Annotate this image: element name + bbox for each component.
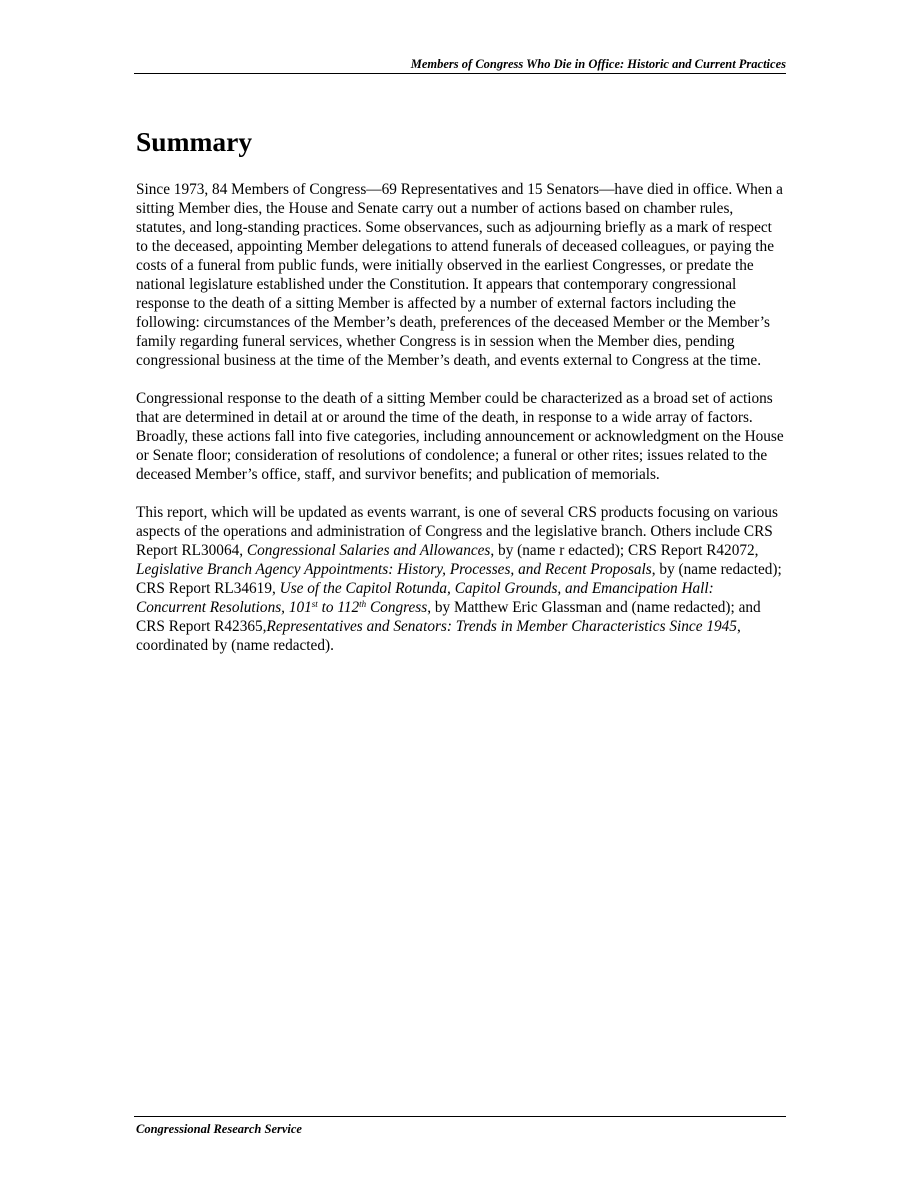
footer-divider [134, 1116, 786, 1117]
summary-paragraph-1: Since 1973, 84 Members of Congress—69 Representatives and 15 Senators—have died in office. When a sitting Member dies, the House and Senate carry out a number of actions based on chamber rules, statutes, and long-standing practices. Some observances, such as adjourning briefly as a mark of respect to the deceased, appointing Member delegations to attend funerals of deceased colleagues, or paying the costs of a funeral from public funds, were initially observed in the earliest Congresses, or predate the national legislature established under the Constitution. It appears that contemporary congressional response to the death of a sitting Member is affected by a number of external factors including the following: circumstances of the Member’s death, preferences of the deceased Member or the Member’s family regarding funeral services, whether Congress is in session when the Member dies, pending congressional business at the time of the Member’s death, and events external to Congress at the time. [136, 181, 783, 369]
header-divider [134, 73, 786, 74]
rotunda-title-part-b: to 112 [317, 599, 360, 616]
paragraph-3-intro: This report, which will be updated as events warrant, is one of several CRS products focusing on various aspects of the operations and administration of Congress and the legislative branch. Others include CRS Report RL30064, [136, 504, 778, 559]
report-title-salaries: Congressional Salaries and Allowances [246, 542, 491, 559]
paragraph-3-text-4: , coordinated by (name redacted). [136, 618, 741, 654]
footer-publisher: Congressional Research Service [136, 1122, 302, 1136]
section-title: Summary [136, 126, 253, 157]
rotunda-title-part-c: Congress [366, 599, 428, 616]
paragraph-3-text-1: , by (name r edacted); CRS Report R42072, [490, 542, 759, 559]
paragraph-3-text-2: , by (name redacted); CRS Report RL34619, [136, 561, 782, 597]
paragraph-3-text-3: , by Matthew Eric Glassman and (name redacted); and CRS Report R42365, [136, 599, 761, 635]
rotunda-title-part-a: Use of the Capitol Rotunda, Capitol Grounds, and Emancipation Hall: Concurrent Resolutions, 101 [136, 580, 714, 616]
summary-paragraph-3 [136, 503, 786, 655]
running-header: Members of Congress Who Die in Office: Historic and Current Practices [410, 57, 786, 71]
report-title-member-characteristics: Representatives and Senators: Trends in Member Characteristics Since 1945 [266, 618, 737, 635]
summary-section [136, 124, 786, 674]
ordinal-st: st [311, 599, 318, 609]
ordinal-th: th [359, 599, 367, 609]
report-title-appointments: Legislative Branch Agency Appointments: History, Processes, and Recent Proposals [136, 561, 652, 578]
summary-paragraph-2: Congressional response to the death of a sitting Member could be characterized as a broad set of actions that are determined in detail at or around the time of the death, in response to a wide array of factors. Broadly, these actions fall into five categories, including announcement or acknowledgment on the House or Senate floor; consideration of resolutions of condolence; a funeral or other rites; issues related to the deceased Member’s office, staff, and survivor benefits; and publication of memorials. [136, 390, 784, 483]
